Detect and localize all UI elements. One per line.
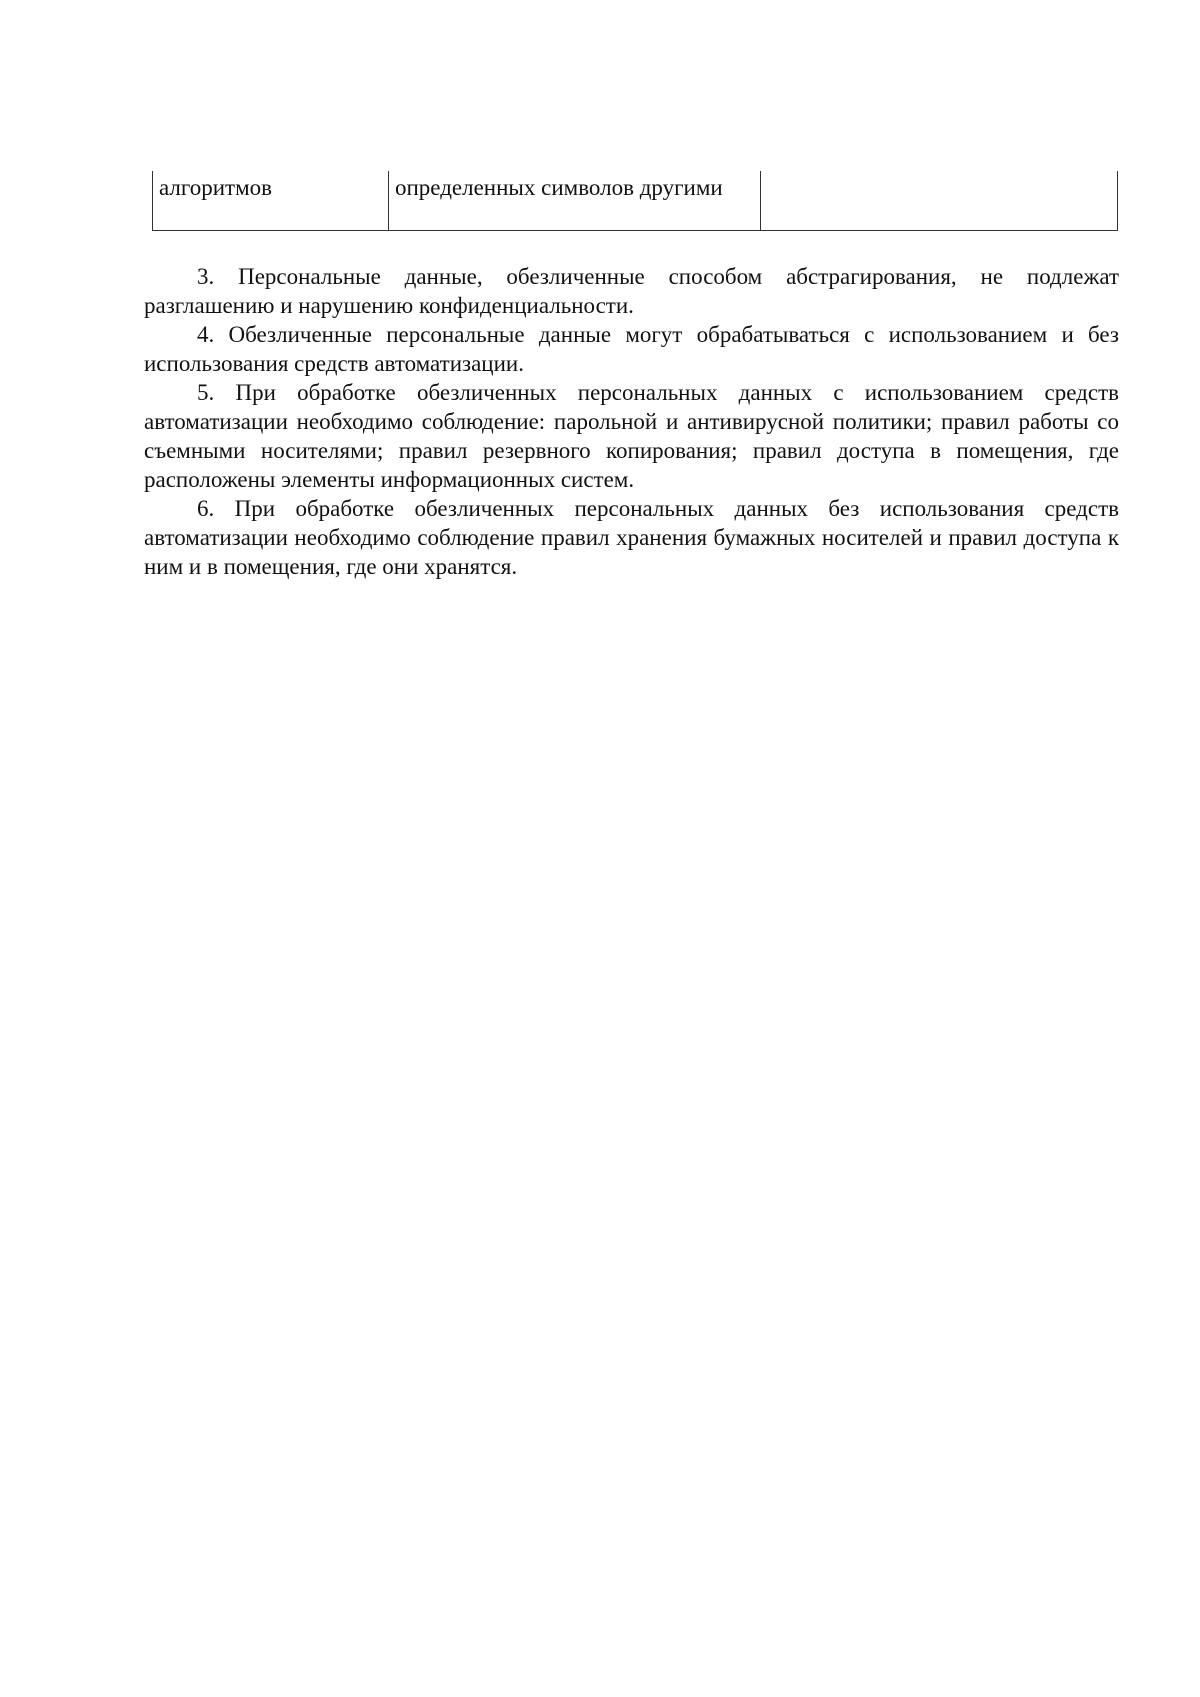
- table-fragment: [152, 171, 1118, 231]
- table-cell-empty: [761, 171, 1118, 231]
- paragraph-5: 5. При обработке обезличенных персональных данных с использованием средств автоматизации необходимо соблюдение: парольной и антивирусной политики; правил работы со съемными носителями; правил резервного копирования; правил доступа в помещения, где расположены элементы информационных систем.: [144, 380, 1119, 492]
- paragraph-6: 6. При обработке обезличенных персональных данных без использования средств автоматизации необходимо соблюдение правил хранения бумажных носителей и правил доступа к ним и в помещения, где они хранятся.: [144, 496, 1119, 579]
- body-text: [144, 262, 1119, 581]
- paragraph-4: 4. Обезличенные персональные данные могут обрабатываться с использованием и без использования средств автоматизации.: [144, 322, 1119, 376]
- table-cell-description: определенных символов другими: [389, 171, 761, 231]
- paragraph-3: 3. Персональные данные, обезличенные способом абстрагирования, не подлежат разглашению и нарушению конфиденциальности.: [144, 264, 1119, 318]
- table-row: [153, 171, 1118, 231]
- table-cell-method: алгоритмов: [153, 171, 389, 231]
